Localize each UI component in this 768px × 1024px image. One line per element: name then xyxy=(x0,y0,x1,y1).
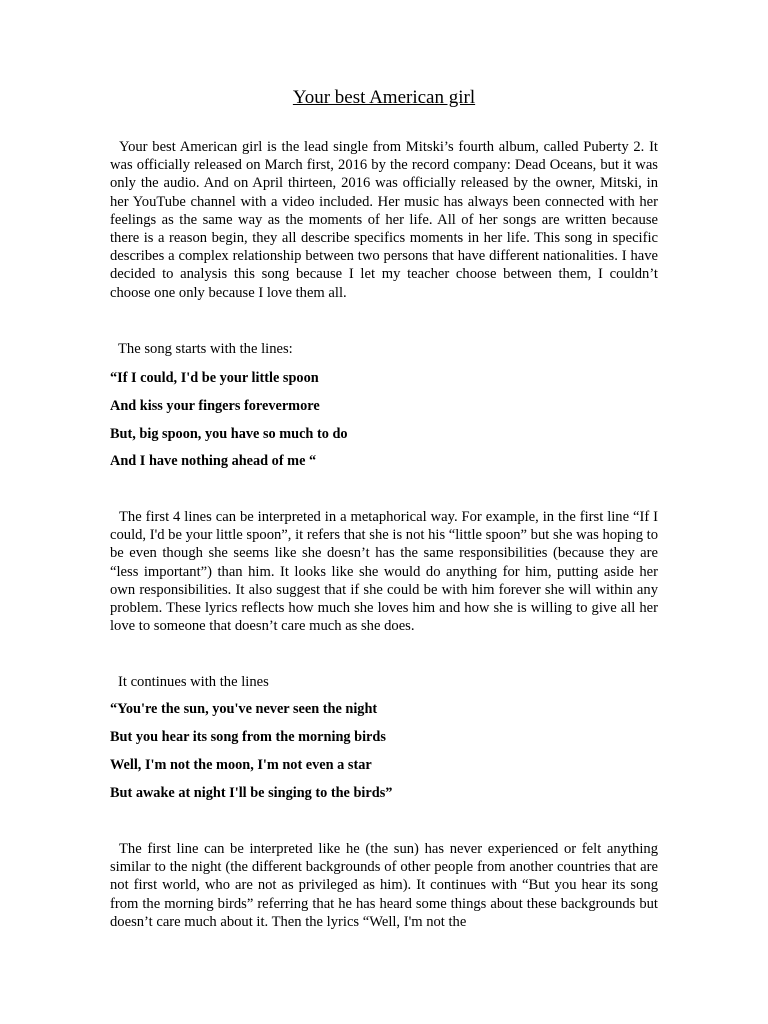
lyric-line: “You're the sun, you've never seen the night xyxy=(110,701,378,717)
lyrics-intro-1: The song starts with the lines: xyxy=(118,341,293,357)
lyric-line: Well, I'm not the moon, I'm not even a star xyxy=(110,757,372,773)
lyric-line: But you hear its song from the morning birds xyxy=(110,729,386,745)
lyric-line: But, big spoon, you have so much to do xyxy=(110,426,348,442)
paragraph-introduction: Your best American girl is the lead single from Mitski’s fourth album, called Puberty 2. It was officially released on March first, 2016 by the record company: Dead Oceans, but it was only the audio. And on April thirteen, 2016 was officially released by the owner, Mitski, in her YouTube channel with a video included. Her music has always been connected with her feelings as the same way as the moments of her life. All of her songs are written because there is a reason begin, they all describe specifics moments in her life. This song in specific describes a complex relationship between two persons that have different nationalities. I have decided to analysis this song because I let my teacher choose between them, I couldn’t choose one only because I love them all. xyxy=(110,139,658,301)
lyric-line: But awake at night I'll be singing to the birds” xyxy=(110,785,393,801)
paragraph-analysis-2: The first line can be interpreted like he (the sun) has never experienced or felt anything similar to the night (the different backgrounds of other people from another countries that are not first world, who are not as privileged as him). It continues with “But you hear its song from the morning birds” referring that he has heard some things about these backgrounds but doesn’t care much about it. Then the lyrics “Well, I'm not the xyxy=(110,841,658,930)
lyrics-intro-2: It continues with the lines xyxy=(118,674,269,690)
document-title: Your best American girl xyxy=(292,87,476,108)
lyric-line: And I have nothing ahead of me “ xyxy=(110,453,317,469)
lyric-line: And kiss your fingers forevermore xyxy=(110,398,320,414)
paragraph-analysis-1: The first 4 lines can be interpreted in a metaphorical way. For example, in the first line “If I could, I'd be your little spoon”, it refers that she is not his “little spoon” but she was hoping to be even though she seems like she doesn’t has the same responsibilities (because they are “less important”) than him. It looks like she would do anything for him, putting aside her own responsibilities. It also suggest that if she could be with him forever she will within any problem. These lyrics reflects how much she loves him and how she is willing to give all her love to someone that doesn’t care much as she does. xyxy=(110,509,658,635)
lyric-line: “If I could, I'd be your little spoon xyxy=(110,370,319,386)
